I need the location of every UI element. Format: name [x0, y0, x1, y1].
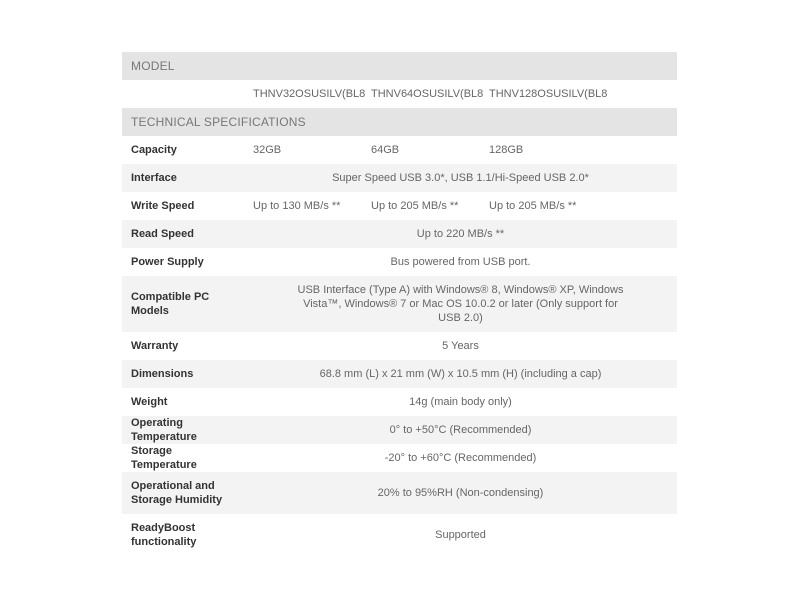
spec-label-compatible: Compatible PC Models	[122, 276, 244, 332]
spec-label-dimensions: Dimensions	[122, 360, 244, 388]
spec-row-storage-temperature	[122, 444, 677, 472]
spec-row-humidity	[122, 472, 677, 514]
spec-label-interface: Interface	[122, 164, 244, 192]
spec-value-humidity: 20% to 95%RH (Non-condensing)	[244, 472, 677, 514]
spec-label-warranty: Warranty	[122, 332, 244, 360]
spec-value-read-speed: Up to 220 MB/s **	[244, 220, 677, 248]
spec-label-read-speed: Read Speed	[122, 220, 244, 248]
spec-label-storage-temperature: Storage Temperature	[122, 444, 244, 472]
spec-value-compatible-cell	[244, 276, 677, 332]
model-name-128gb: THNV128OSUSILV(BL8	[480, 80, 677, 108]
section-header-tech	[122, 108, 677, 136]
spec-row-power-supply	[122, 248, 677, 276]
spec-value-dimensions: 68.8 mm (L) x 21 mm (W) x 10.5 mm (H) (including a cap)	[244, 360, 677, 388]
spec-label-power-supply: Power Supply	[122, 248, 244, 276]
spec-row-readyboost	[122, 514, 677, 556]
spec-value-write-speed-128: Up to 205 MB/s **	[480, 192, 677, 220]
spec-label-capacity: Capacity	[122, 136, 244, 164]
spec-row-capacity	[122, 136, 677, 164]
model-label-empty	[122, 80, 244, 108]
model-row	[122, 80, 677, 108]
spec-label-weight: Weight	[122, 388, 244, 416]
spec-value-storage-temperature: -20° to +60°C (Recommended)	[244, 444, 677, 472]
spec-value-readyboost: Supported	[244, 514, 677, 556]
spec-value-capacity-32: 32GB	[244, 136, 362, 164]
spec-value-warranty: 5 Years	[244, 332, 677, 360]
spec-label-humidity: Operational and Storage Humidity	[122, 472, 244, 514]
spec-value-capacity-128: 128GB	[480, 136, 677, 164]
model-name-32gb: THNV32OSUSILV(BL8	[244, 80, 362, 108]
spec-value-write-speed-32: Up to 130 MB/s **	[244, 192, 362, 220]
spec-value-capacity-64: 64GB	[362, 136, 480, 164]
spec-value-interface: Super Speed USB 3.0*, USB 1.1/Hi-Speed USB 2.0*	[244, 164, 677, 192]
model-name-64gb: THNV64OSUSILV(BL8	[362, 80, 480, 108]
spec-label-readyboost: ReadyBoost functionality	[122, 514, 244, 556]
spec-table	[122, 52, 677, 556]
spec-label-operating-temperature: Operating Temperature	[122, 416, 244, 444]
spec-row-warranty	[122, 332, 677, 360]
spec-value-power-supply: Bus powered from USB port.	[244, 248, 677, 276]
section-title-tech: TECHNICAL SPECIFICATIONS	[122, 108, 677, 136]
spec-value-operating-temperature: 0° to +50°C (Recommended)	[244, 416, 677, 444]
spec-row-dimensions	[122, 360, 677, 388]
spec-row-operating-temperature	[122, 416, 677, 444]
section-header-model	[122, 52, 677, 80]
spec-row-write-speed	[122, 192, 677, 220]
spec-value-compatible: USB Interface (Type A) with Windows® 8, Windows® XP, Windows Vista™, Windows® 7 or Mac OS 10.0.2 or later (Only support for USB 2.0)	[297, 284, 624, 324]
spec-value-weight: 14g (main body only)	[244, 388, 677, 416]
spec-label-write-speed: Write Speed	[122, 192, 244, 220]
spec-row-weight	[122, 388, 677, 416]
spec-row-read-speed	[122, 220, 677, 248]
spec-value-write-speed-64: Up to 205 MB/s **	[362, 192, 480, 220]
spec-row-compatible	[122, 276, 677, 332]
spec-row-interface	[122, 164, 677, 192]
section-title-model: MODEL	[122, 52, 677, 80]
